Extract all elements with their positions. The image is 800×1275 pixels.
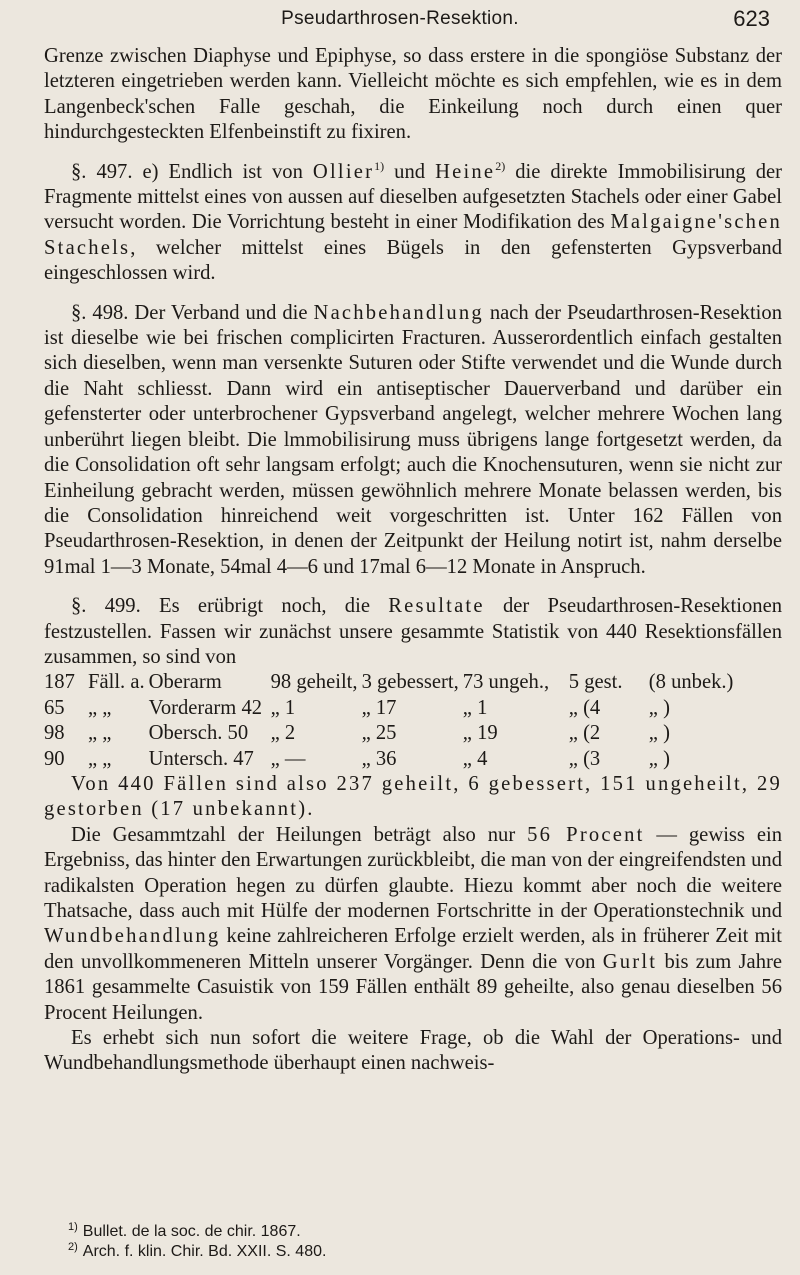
stat-unhealed: „ 19 [462, 722, 498, 745]
stat-region: Oberarm [148, 671, 222, 694]
stat-unhealed: „ 4 [462, 747, 488, 770]
table-row [44, 721, 737, 746]
footnotes [68, 1222, 768, 1262]
author-malgaigne: Malgaigne'schen Stachels [44, 211, 782, 259]
stat-improved: „ 36 [361, 747, 397, 770]
stat-region: Untersch. 47 [148, 747, 254, 770]
stat-unknown: „ ) [648, 722, 670, 745]
statistics-table [44, 670, 737, 772]
footnote-ref-1: 1) [374, 158, 385, 173]
stat-unit: „ „ [88, 747, 112, 770]
footnote-ref-2: 2) [495, 158, 506, 173]
text-run: §. 498. Der Verband und die [71, 301, 314, 324]
author-gurlt: Gurlt [602, 950, 658, 973]
author-heine: Heine [435, 160, 496, 183]
footnote-text: Arch. f. klin. Chir. Bd. XXII. S. 480. [82, 1243, 327, 1260]
stat-deaths: „ (2 [568, 722, 601, 745]
stat-count: 187 [44, 671, 75, 694]
stat-improved: „ 25 [361, 722, 397, 745]
term-resultate: Resultate [388, 595, 485, 618]
stat-healed: „ — [270, 747, 306, 770]
stat-deaths: „ (3 [568, 747, 601, 770]
stat-improved: 3 gebessert, [361, 671, 459, 694]
table-row [44, 670, 737, 695]
term-procent: 56 Procent [527, 823, 645, 846]
footnote-2 [68, 1242, 768, 1262]
stat-unknown: (8 unbek.) [648, 671, 734, 694]
paragraph-497 [44, 160, 782, 287]
body-text [44, 44, 782, 1077]
footnote-number: 1) [68, 1220, 78, 1233]
text-run: nach der Pseudarthrosen-Resektion ist dieselbe wie bei frischen complicirten Fracturen. Ausserordentlich einfach gestalten sich dieselben, wenn man versenkte Suturen oder Stifte verwendet und die Wunde durch die Naht schliesst. Dann wird ein antiseptischer Dauerverband und darüber ein gefensterter oder unterbrochener Gypsverband angelegt, welcher mehrere Wochen lang unberührt liegen bleibt. Die lmmobilisirung muss übrigens lange fortgesetzt werden, da die Consolidation oft sehr langsam erfolgt; auch die Knochensuturen, wenn sie nicht zur Einheilung gebracht werden, müssen gewöhnlich mehrere Monate belassen werden, bis die Consolidation hinreichend weit vorgeschritten ist. Unter 162 Fällen von Pseudarthrosen-Resektion, in denen der Zeitpunkt der Heilung notirt ist, nahm derselbe 91mal 1—3 Monate, 54mal 4—6 und 17mal 6—12 Monate in Anspruch. [44, 301, 782, 578]
table-row [44, 696, 737, 721]
text-run: Die Gesammtzahl der Heilungen beträgt also nur [71, 823, 528, 846]
stat-unhealed: „ 1 [462, 696, 488, 719]
text-run: — gewiss ein Ergebniss, das hinter den Erwartungen zurückbleibt, die man von der eingreifendsten und radikalsten Operation hegen zu dürfen glaubte. Hiezu kommt aber noch die weitere Thatsache, dass auch mit Hülfe der modernen Fortschritte in der Operationstechnik und [44, 823, 782, 922]
stat-unknown: „ ) [648, 747, 670, 770]
text-run: keine zahlreicheren Erfolge erzielt werden, als in früherer Zeit mit den unvollkommeneren Mitteln unserer Vorgänger. Denn die von [44, 925, 782, 973]
paragraph-499 [44, 594, 782, 670]
stat-healed: „ 1 [270, 696, 296, 719]
stat-unit: Fäll. a. [88, 671, 145, 694]
stat-unit: „ „ [88, 722, 112, 745]
stat-improved: „ 17 [361, 696, 397, 719]
term-nachbehandlung: Nachbehandlung [313, 301, 484, 324]
paragraph-continuation: Grenze zwischen Diaphyse und Epiphyse, so dass erstere in die spongiöse Substanz der letzteren eingetrieben werden kann. Vielleicht möchte es sich empfehlen, wie es in dem Langenbeck'schen Falle geschah, die Einkeilung noch durch einen quer hindurchgesteckten Elfenbeinstift zu fixiren. [44, 45, 782, 144]
stat-region: Vorderarm 42 [148, 696, 263, 719]
stat-count: 65 [44, 696, 65, 719]
stat-count: 98 [44, 722, 65, 745]
text-run: der Pseudarthrosen-Resektionen festzustellen. Fassen wir zunächst unsere gesammte Statistik von 440 Resektionsfällen zusammen, so sind von [44, 595, 783, 668]
footnote-text: Bullet. de la soc. de chir. 1867. [82, 1223, 301, 1240]
paragraph-498 [44, 301, 782, 580]
stat-healed: „ 2 [270, 722, 296, 745]
paragraph-gesammtzahl [44, 823, 782, 1026]
author-ollier: Ollier [312, 160, 375, 183]
running-header-title: Pseudarthrosen-Resektion. [281, 8, 519, 29]
stat-healed: 98 geheilt, [270, 671, 358, 694]
stat-deaths: „ (4 [568, 696, 601, 719]
page-number: 623 [733, 6, 770, 31]
stat-unit: „ „ [88, 696, 112, 719]
footnote-1 [68, 1222, 768, 1242]
stat-region: Obersch. 50 [148, 722, 249, 745]
text-run: §. 499. Es erübrigt noch, die [71, 595, 389, 618]
footnote-number: 2) [68, 1240, 78, 1253]
text-run: und [384, 160, 436, 183]
stat-deaths: 5 gest. [568, 671, 623, 694]
stat-unhealed: 73 ungeh., [462, 671, 550, 694]
summary-line: Von 440 Fällen sind also 237 geheilt, 6 gebessert, 151 ungeheilt, 29 gestorben (17 unbekannt). [44, 772, 782, 821]
table-row [44, 747, 737, 772]
term-wundbehandlung: Wundbehandlung [44, 925, 221, 948]
paragraph-final: Es erhebt sich nun sofort die weitere Frage, ob die Wahl der Operations- und Wundbehandlungsmethode überhaupt einen nachweis- [44, 1027, 782, 1075]
stat-unknown: „ ) [648, 696, 670, 719]
text-run: die direkte Immobilisirung der Fragmente mittelst eines von aussen auf dieselben aufgesetzten Stachels oder einer Gabel versucht worden. Die Vorrichtung besteht in einer Modifikation des [44, 160, 783, 234]
stat-count: 90 [44, 747, 65, 770]
text-run: §. 497. e) Endlich ist von [71, 160, 313, 183]
text-run: bis zum Jahre 1861 gesammelte Casuistik von 159 Fällen enthält 89 geheilte, also genau dieselben 56 Procent Heilungen. [44, 950, 782, 1024]
text-run: , welcher mittelst eines Bügels in den gefensterten Gypsverband eingeschlossen wird. [44, 236, 782, 285]
